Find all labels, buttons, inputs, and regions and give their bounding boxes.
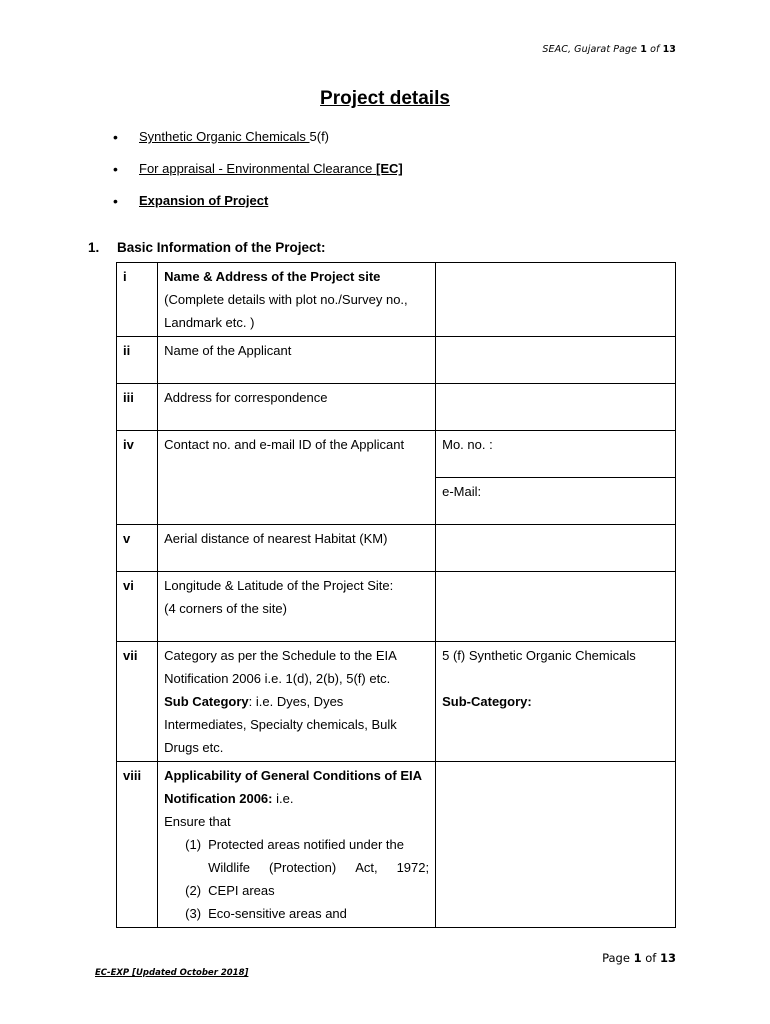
table-row — [117, 525, 676, 572]
row-value-field[interactable] — [436, 572, 676, 642]
list-item-number: (2) — [185, 883, 202, 898]
section-number: 1. — [88, 240, 100, 255]
row-number: iv — [117, 431, 158, 525]
table-row — [117, 384, 676, 431]
row-number: vii — [117, 642, 158, 762]
row-label — [158, 762, 436, 928]
list-item-text-line2 — [208, 856, 429, 879]
row-number: i — [117, 263, 158, 337]
row-label: Contact no. and e-mail ID of the Applicant — [158, 431, 436, 525]
text-word: Wildlife — [208, 860, 251, 875]
bullet-item-expansion — [113, 193, 403, 225]
project-type-list — [113, 129, 403, 225]
header-total-pages: 13 — [662, 44, 676, 55]
list-item — [185, 902, 429, 925]
bullet-icon: • — [113, 193, 118, 209]
footer-page-number — [602, 951, 676, 965]
basic-info-table — [116, 262, 676, 928]
row-number: ii — [117, 337, 158, 384]
row-value-field[interactable] — [436, 384, 676, 431]
conditions-title-bold: Applicability of General Conditions of EIA Notification 2006: — [164, 768, 422, 806]
appraisal-code: [EC] — [376, 161, 403, 176]
row-label: Aerial distance of nearest Habitat (KM) — [158, 525, 436, 572]
subcategory-desc: : i.e. Dyes, Dyes Intermediates, Specialty chemicals, Bulk Drugs etc. — [164, 694, 397, 755]
conditions-list — [164, 833, 429, 925]
appraisal-text: For appraisal - Environmental Clearance — [139, 161, 376, 176]
bullet-item-appraisal — [113, 161, 403, 193]
table-row — [117, 431, 676, 478]
mobile-field[interactable]: Mo. no. : — [436, 431, 676, 478]
header-of: of — [646, 44, 663, 55]
table-row — [117, 337, 676, 384]
table-row — [117, 642, 676, 762]
ensure-text: Ensure that — [164, 814, 231, 829]
category-value: 5 (f) Synthetic Organic Chemicals — [442, 648, 636, 663]
row-value-field[interactable] — [436, 525, 676, 572]
list-item-text: Eco-sensitive areas and — [208, 906, 347, 921]
page-header — [542, 44, 676, 55]
row-label-title: Category as per the Schedule to the EIA Notification 2006 i.e. 1(d), 2(b), 5(f) etc. — [164, 648, 397, 686]
list-item-number: (3) — [185, 906, 202, 921]
subcategory-label — [164, 690, 429, 759]
row-label: Address for correspondence — [158, 384, 436, 431]
row-label: Name of the Applicant — [158, 337, 436, 384]
footer-total: 13 — [659, 951, 676, 965]
footer-version: EC-EXP [Updated October 2018] — [95, 968, 249, 978]
subcategory-title: Sub Category — [164, 694, 249, 709]
text-word: (Protection) — [269, 860, 337, 875]
header-text: SEAC, Gujarat Page — [542, 44, 641, 55]
section-heading — [88, 240, 326, 255]
row-number: vi — [117, 572, 158, 642]
section-title: Basic Information of the Project: — [117, 240, 326, 255]
footer-page: 1 — [633, 951, 642, 965]
row-value-field[interactable] — [436, 337, 676, 384]
row-number: iii — [117, 384, 158, 431]
category-name: Synthetic Organic Chemicals — [139, 129, 310, 144]
expansion-text: Expansion of Project — [139, 193, 269, 208]
row-label-title: Name & Address of the Project site — [164, 269, 381, 284]
footer-of: of — [641, 951, 660, 965]
row-label-title: Longitude & Latitude of the Project Site: — [164, 578, 394, 593]
row-value-field[interactable] — [436, 263, 676, 337]
list-item-text: CEPI areas — [208, 883, 275, 898]
subcategory-value: Sub-Category: — [442, 694, 532, 709]
row-number: v — [117, 525, 158, 572]
row-number: viii — [117, 762, 158, 928]
row-label — [158, 263, 436, 337]
conditions-title-suffix: i.e. — [272, 791, 294, 806]
category-value-field[interactable] — [436, 642, 676, 762]
list-item-text: Protected areas notified under the — [208, 837, 404, 852]
header-page-number: 1 — [640, 44, 647, 55]
row-label — [158, 572, 436, 642]
row-label-desc: (Complete details with plot no./Survey no., Landmark etc. ) — [164, 292, 408, 330]
table-row — [117, 263, 676, 337]
conditions-title — [164, 764, 429, 810]
page-title: Project details — [320, 88, 450, 109]
bullet-icon: • — [113, 161, 118, 177]
list-item — [185, 833, 429, 879]
text-word: Act, — [355, 860, 378, 875]
list-item-number: (1) — [185, 837, 202, 852]
category-code: 5(f) — [309, 129, 330, 144]
table-row — [117, 572, 676, 642]
table-row — [117, 762, 676, 928]
bullet-item-category — [113, 129, 403, 161]
email-field[interactable]: e-Mail: — [436, 478, 676, 525]
text-word: 1972; — [396, 860, 430, 875]
bullet-icon: • — [113, 129, 118, 145]
list-item — [185, 879, 429, 902]
footer-page-text: Page — [602, 951, 634, 965]
row-value-field[interactable] — [436, 762, 676, 928]
row-label — [158, 642, 436, 762]
row-label-desc: (4 corners of the site) — [164, 601, 287, 616]
